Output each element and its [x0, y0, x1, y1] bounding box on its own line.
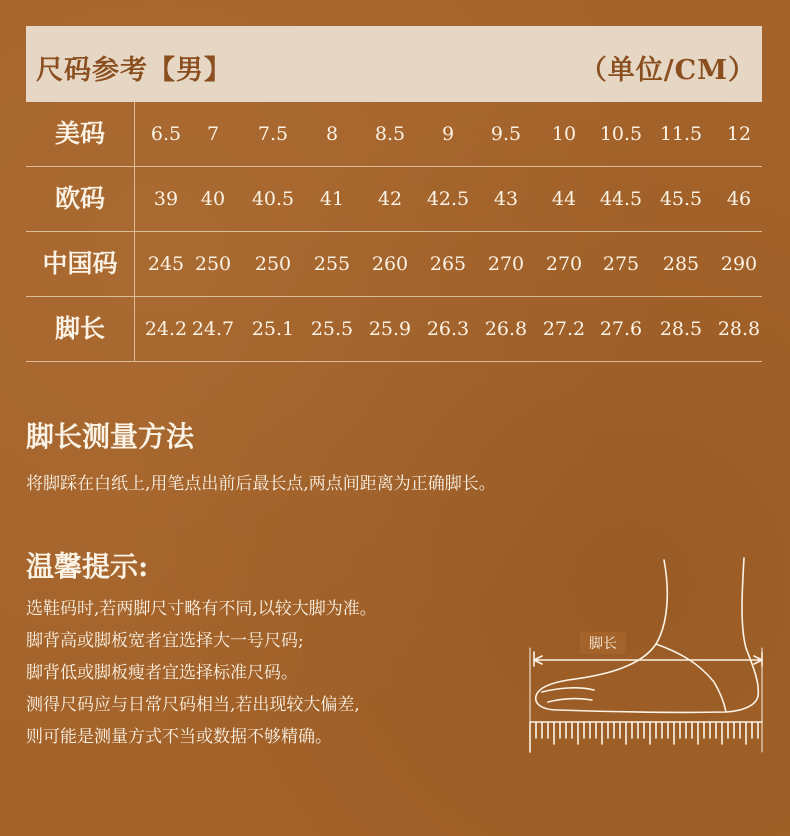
- size-table: [26, 102, 762, 362]
- table-cell: 28.5: [659, 318, 703, 340]
- table-cell: 10.5: [599, 123, 643, 145]
- table-cell: 255: [313, 253, 351, 275]
- foot-inner-contour: [656, 644, 726, 712]
- table-cell: 7: [206, 123, 220, 145]
- foot-length-label: 脚长: [589, 636, 617, 652]
- tip-line: 选鞋码时,若两脚尺寸略有不同,以较大脚为准。: [26, 599, 377, 619]
- table-cell: 40: [200, 188, 226, 210]
- table-row-foot-length: [26, 297, 762, 362]
- table-cell: 24.7: [191, 318, 235, 340]
- tip-line: 测得尺码应与日常尺码相当,若出现较大偏差,: [26, 695, 360, 715]
- table-cell: 46: [726, 188, 752, 210]
- tip-line: 则可能是测量方式不当或数据不够精确。: [26, 727, 332, 747]
- table-cell: 10: [551, 123, 577, 145]
- table-cell: 26.3: [426, 318, 470, 340]
- table-cell: 9.5: [490, 123, 522, 145]
- table-cell: 45.5: [659, 188, 703, 210]
- foot-outline-icon: [536, 558, 759, 712]
- table-cell: 245: [147, 253, 185, 275]
- table-cell: 270: [545, 253, 583, 275]
- size-chart-header: [26, 26, 762, 102]
- table-row-us: [26, 102, 762, 167]
- measure-instructions: 将脚踩在白纸上,用笔点出前后最长点,两点间距离为正确脚长。: [26, 474, 496, 494]
- table-cell: 260: [371, 253, 409, 275]
- table-cell: 275: [602, 253, 640, 275]
- table-cell: 42.5: [426, 188, 470, 210]
- table-cell: 270: [487, 253, 525, 275]
- table-cell: 43: [493, 188, 519, 210]
- unit-label: （单位/CM）: [579, 55, 756, 86]
- table-cell: 44.5: [599, 188, 643, 210]
- table-cell: 8.5: [374, 123, 406, 145]
- table-cell: 8: [325, 123, 339, 145]
- table-cell: 44: [551, 188, 577, 210]
- foot-diagram: [528, 552, 764, 754]
- measure-title: 脚长测量方法: [26, 420, 195, 453]
- table-cell: 250: [254, 253, 292, 275]
- table-cell: 11.5: [659, 123, 703, 145]
- table-cell: 265: [429, 253, 467, 275]
- table-cell: 25.5: [310, 318, 354, 340]
- tips-list: [26, 593, 377, 753]
- table-cell: 39: [153, 188, 179, 210]
- table-cell: 41: [319, 188, 345, 210]
- table-cell: 7.5: [257, 123, 289, 145]
- table-cell: 12: [726, 123, 752, 145]
- table-cell: 24.2: [144, 318, 188, 340]
- table-cell: 42: [377, 188, 403, 210]
- ruler: [530, 722, 762, 752]
- row-label: 欧码: [54, 184, 105, 213]
- tips-title: 温馨提示:: [26, 550, 149, 583]
- row-label: 脚长: [54, 314, 105, 343]
- table-cell: 290: [720, 253, 758, 275]
- size-chart-title: 尺码参考【男】: [36, 55, 232, 86]
- table-cell: 40.5: [251, 188, 295, 210]
- tip-line: 脚背低或脚板瘦者宜选择标准尺码。: [26, 663, 298, 683]
- table-cell: 26.8: [484, 318, 528, 340]
- table-cell: 9: [441, 123, 455, 145]
- toe-contour: [542, 688, 594, 702]
- table-row-eu: [26, 167, 762, 232]
- table-cell: 27.6: [599, 318, 643, 340]
- row-label: 美码: [54, 119, 105, 148]
- table-cell: 285: [662, 253, 700, 275]
- table-cell: 25.9: [368, 318, 412, 340]
- table-cell: 6.5: [150, 123, 182, 145]
- table-cell: 25.1: [251, 318, 295, 340]
- table-cell: 28.8: [717, 318, 761, 340]
- table-row-cn: [26, 232, 762, 297]
- tip-line: 脚背高或脚板宽者宜选择大一号尺码;: [26, 631, 304, 651]
- table-cell: 27.2: [542, 318, 586, 340]
- row-label: 中国码: [42, 249, 118, 278]
- table-cell: 250: [194, 253, 232, 275]
